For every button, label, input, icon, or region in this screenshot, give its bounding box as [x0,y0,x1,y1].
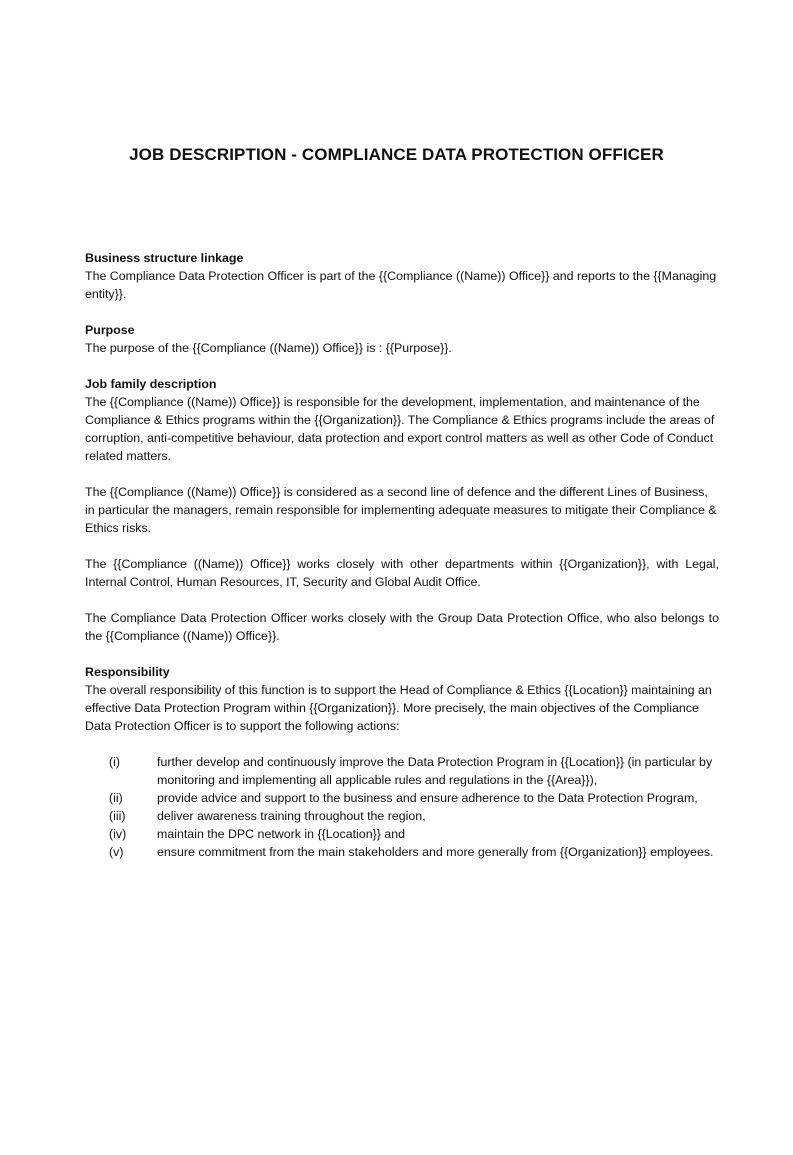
paragraph: The {{Compliance ((Name)) Office}} is responsible for the development, implementation, and maintenance of the Compliance & Ethics programs within the {{Organization}}. The Compliance & Ethics programs include the areas of corruption, anti-competitive behaviour, data protection and export control matters as well as other Code of Conduct related matters. [85,395,715,463]
list-item-number: (i) [109,755,121,769]
list-item [85,843,719,861]
list-item-text: deliver awareness training throughout the region, [157,809,426,823]
document-body [85,249,719,861]
list-item-text: further develop and continuously improve the Data Protection Program in {{Location}} (in particular by monitoring and implementing all applicable rules and regulations in the {{Area}}), [157,755,713,787]
section-text: The Compliance Data Protection Officer is part of the {{Compliance ((Name)) Office}} and reports to the {{Managing entity}}. [85,269,717,301]
section-job-family-description [85,375,719,645]
list-item-text: provide advice and support to the business and ensure adherence to the Data Protection Program, [157,791,698,805]
section-heading: Purpose [85,323,135,337]
document-title: JOB DESCRIPTION - COMPLIANCE DATA PROTECTION OFFICER [129,145,664,164]
section-business-structure-linkage [85,249,719,303]
section-text: The overall responsibility of this function is to support the Head of Compliance & Ethics {{Location}} maintaining an effective Data Protection Program within {{Organization}}. More precisely, the main objectives of the Compliance Data Protection Officer is to support the following actions: [85,683,712,733]
responsibility-list [85,753,719,861]
list-item [85,825,719,843]
section-text: The purpose of the {{Compliance ((Name)) Office}} is : {{Purpose}}. [85,341,452,355]
list-item [85,753,719,789]
list-item-text: ensure commitment from the main stakeholders and more generally from {{Organization}} employees. [157,845,714,859]
list-item [85,789,719,807]
list-item-number: (iv) [109,827,127,841]
section-purpose [85,321,719,357]
section-responsibility [85,663,719,861]
section-heading: Job family description [85,377,217,391]
section-heading: Business structure linkage [85,251,244,265]
paragraph: The {{Compliance ((Name)) Office}} works closely with other departments within {{Organization}}, with Legal, Internal Control, Human Resources, IT, Security and Global Audit Office. [85,557,719,589]
section-heading: Responsibility [85,665,170,679]
paragraph: The Compliance Data Protection Officer works closely with the Group Data Protection Office, who also belongs to the {{Compliance ((Name)) Office}}. [85,611,719,643]
list-item-text: maintain the DPC network in {{Location}} and [157,827,405,841]
list-item-number: (v) [109,845,124,859]
paragraph: The {{Compliance ((Name)) Office}} is considered as a second line of defence and the different Lines of Business, in particular the managers, remain responsible for implementing adequate measures to mitigate their Compliance & Ethics risks. [85,485,717,535]
list-item [85,807,719,825]
list-item-number: (ii) [109,791,123,805]
list-item-number: (iii) [109,809,126,823]
